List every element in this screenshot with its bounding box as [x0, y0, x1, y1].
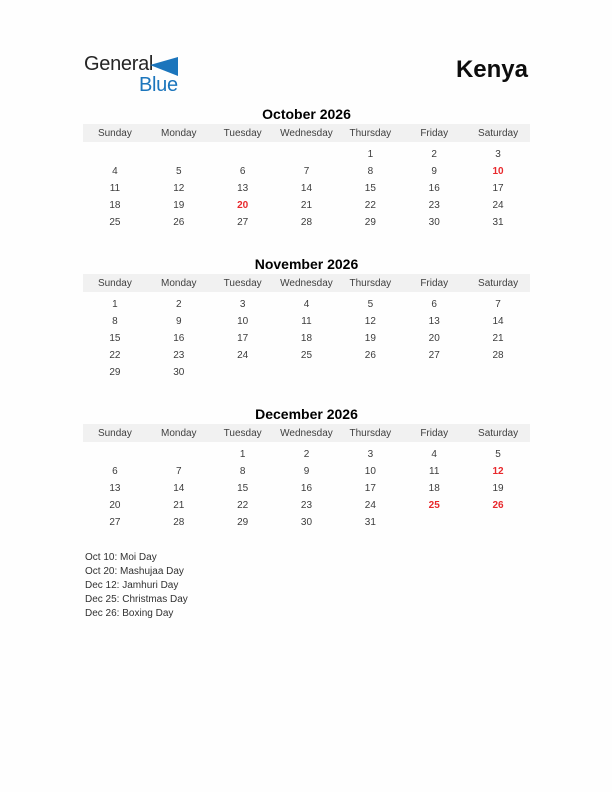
week-row [83, 180, 530, 197]
day-cell: 23 [300, 500, 313, 511]
day-cell: 16 [173, 333, 185, 344]
holiday-note: Dec 25: Christmas Day [85, 594, 188, 605]
day-cell: 8 [367, 166, 374, 177]
week-row [83, 463, 530, 480]
day-cell: 17 [364, 483, 376, 494]
weekday-label: Sunday [97, 127, 132, 139]
day-cell: 8 [239, 466, 246, 477]
day-cell: 25 [109, 217, 121, 228]
day-cell: 2 [431, 149, 437, 160]
weekday-header-row [83, 124, 530, 142]
day-cell: 18 [428, 483, 440, 494]
week-row [83, 146, 530, 163]
weekday-label: Saturday [478, 427, 519, 439]
logo-text-general: General [84, 53, 154, 75]
day-cell: 23 [428, 200, 440, 211]
day-cell: 29 [237, 517, 249, 528]
day-cell: 16 [300, 483, 313, 494]
day-cell: 27 [237, 217, 249, 228]
month-block-october [83, 106, 530, 231]
month-block-december [83, 406, 530, 531]
day-cell: 24 [364, 500, 376, 511]
weekday-label: Monday [160, 427, 197, 439]
day-cell: 13 [109, 483, 121, 494]
weekday-label: Wednesday [280, 427, 333, 439]
day-cell: 6 [112, 466, 118, 477]
holiday-note: Dec 26: Boxing Day [85, 608, 174, 619]
day-cell: 12 [173, 183, 185, 194]
day-cell: 3 [239, 299, 246, 310]
day-cell: 9 [175, 316, 182, 327]
weekday-label: Friday [420, 277, 449, 289]
day-cell: 18 [109, 200, 121, 211]
week-row [83, 197, 530, 214]
day-cell: 29 [364, 217, 376, 228]
day-cell: 9 [431, 166, 437, 177]
week-row [83, 446, 530, 463]
day-cell: 10 [237, 316, 249, 327]
day-cell: 30 [428, 217, 440, 228]
day-cell: 11 [109, 183, 121, 194]
day-cell: 4 [303, 299, 310, 310]
day-cell: 13 [237, 183, 249, 194]
day-cell: 21 [300, 200, 313, 211]
day-cell: 19 [492, 483, 504, 494]
day-cell: 4 [431, 449, 437, 460]
day-cell: 14 [492, 316, 504, 327]
day-cell: 5 [495, 449, 501, 460]
day-cell: 22 [364, 200, 376, 211]
day-cell: 24 [237, 350, 249, 361]
day-cell: 29 [109, 367, 121, 378]
day-cell: 20 [109, 500, 121, 511]
day-cell: 11 [301, 316, 312, 327]
week-row [83, 163, 530, 180]
day-cell: 1 [239, 449, 246, 460]
day-cell: 21 [492, 333, 504, 344]
day-cell: 28 [300, 217, 313, 228]
holiday-note: Oct 10: Moi Day [85, 552, 157, 563]
day-cell: 15 [237, 483, 249, 494]
week-row [83, 497, 530, 514]
day-cell: 7 [495, 299, 501, 310]
holiday-list [85, 551, 188, 621]
weekday-label: Sunday [97, 427, 132, 439]
day-cell: 19 [364, 333, 376, 344]
day-cell: 28 [173, 517, 185, 528]
weekday-label: Monday [160, 127, 197, 139]
day-cell: 27 [428, 350, 440, 361]
day-cell: 19 [173, 200, 185, 211]
weekday-label: Wednesday [280, 277, 333, 289]
holiday-note: Oct 20: Mashujaa Day [85, 566, 184, 577]
day-cell: 14 [173, 483, 185, 494]
day-cell: 25 [300, 350, 313, 361]
day-cell: 1 [367, 149, 374, 160]
logo-text-blue: Blue [139, 74, 178, 96]
day-cell: 22 [237, 500, 249, 511]
holiday-note: Dec 12: Jamhuri Day [85, 580, 179, 591]
day-cell: 15 [364, 183, 376, 194]
day-cell: 26 [173, 217, 185, 228]
weekday-label: Wednesday [280, 127, 333, 139]
weekday-label: Friday [420, 427, 449, 439]
day-cell: 27 [109, 517, 121, 528]
day-cell: 10 [364, 466, 376, 477]
day-cell: 5 [367, 299, 374, 310]
weekday-label: Thursday [349, 127, 392, 139]
day-cell: 31 [364, 517, 376, 528]
day-cell: 22 [109, 350, 121, 361]
day-cell: 7 [175, 466, 182, 477]
month-title: October 2026 [262, 106, 351, 122]
weekday-label: Monday [160, 277, 197, 289]
day-cell: 1 [112, 299, 118, 310]
day-cell: 24 [492, 200, 504, 211]
day-cell: 31 [492, 217, 504, 228]
weekday-label: Sunday [97, 277, 132, 289]
week-row [83, 364, 530, 381]
week-row [83, 214, 530, 231]
day-cell: 12 [364, 316, 376, 327]
weekday-header-row [83, 424, 530, 442]
day-cell: 11 [429, 466, 440, 477]
general-blue-logo [84, 53, 204, 97]
day-cell: 15 [109, 333, 121, 344]
weekday-label: Tuesday [223, 277, 262, 289]
day-cell: 30 [173, 367, 185, 378]
week-row [83, 480, 530, 497]
day-cell: 26 [364, 350, 376, 361]
day-cell: 18 [300, 333, 313, 344]
week-row [83, 514, 530, 531]
day-cell: 9 [303, 466, 310, 477]
day-cell: 8 [112, 316, 118, 327]
day-cell-holiday: 20 [237, 200, 249, 211]
page-title: Kenya [455, 56, 528, 83]
day-cell: 3 [495, 149, 501, 160]
weekday-label: Tuesday [223, 427, 262, 439]
weekday-label: Saturday [478, 277, 519, 289]
day-cell: 17 [237, 333, 249, 344]
week-row [83, 330, 530, 347]
day-cell: 14 [300, 183, 313, 194]
day-cell-holiday: 25 [428, 500, 440, 511]
month-block-november [83, 256, 530, 381]
day-cell: 4 [112, 166, 118, 177]
weekday-label: Thursday [349, 277, 392, 289]
week-row [83, 296, 530, 313]
day-cell: 13 [428, 316, 440, 327]
day-cell: 30 [300, 517, 313, 528]
month-title: November 2026 [254, 256, 359, 272]
month-title: December 2026 [255, 406, 358, 422]
day-cell-holiday: 26 [492, 500, 504, 511]
weekday-label: Thursday [349, 427, 392, 439]
day-cell: 5 [175, 166, 182, 177]
day-cell: 7 [303, 166, 310, 177]
day-cell-holiday: 12 [492, 466, 504, 477]
day-cell-holiday: 10 [492, 166, 504, 177]
day-cell: 21 [173, 500, 185, 511]
weekday-label: Tuesday [223, 127, 262, 139]
week-row [83, 347, 530, 364]
day-cell: 20 [428, 333, 440, 344]
day-cell: 28 [492, 350, 504, 361]
day-cell: 17 [492, 183, 504, 194]
weekday-label: Saturday [478, 127, 519, 139]
weekday-label: Friday [420, 127, 449, 139]
day-cell: 3 [367, 449, 374, 460]
day-cell: 2 [175, 299, 182, 310]
day-cell: 6 [239, 166, 246, 177]
day-cell: 16 [428, 183, 440, 194]
day-cell: 2 [303, 449, 310, 460]
week-row [83, 313, 530, 330]
day-cell: 6 [431, 299, 437, 310]
weekday-header-row [83, 274, 530, 292]
day-cell: 23 [173, 350, 185, 361]
